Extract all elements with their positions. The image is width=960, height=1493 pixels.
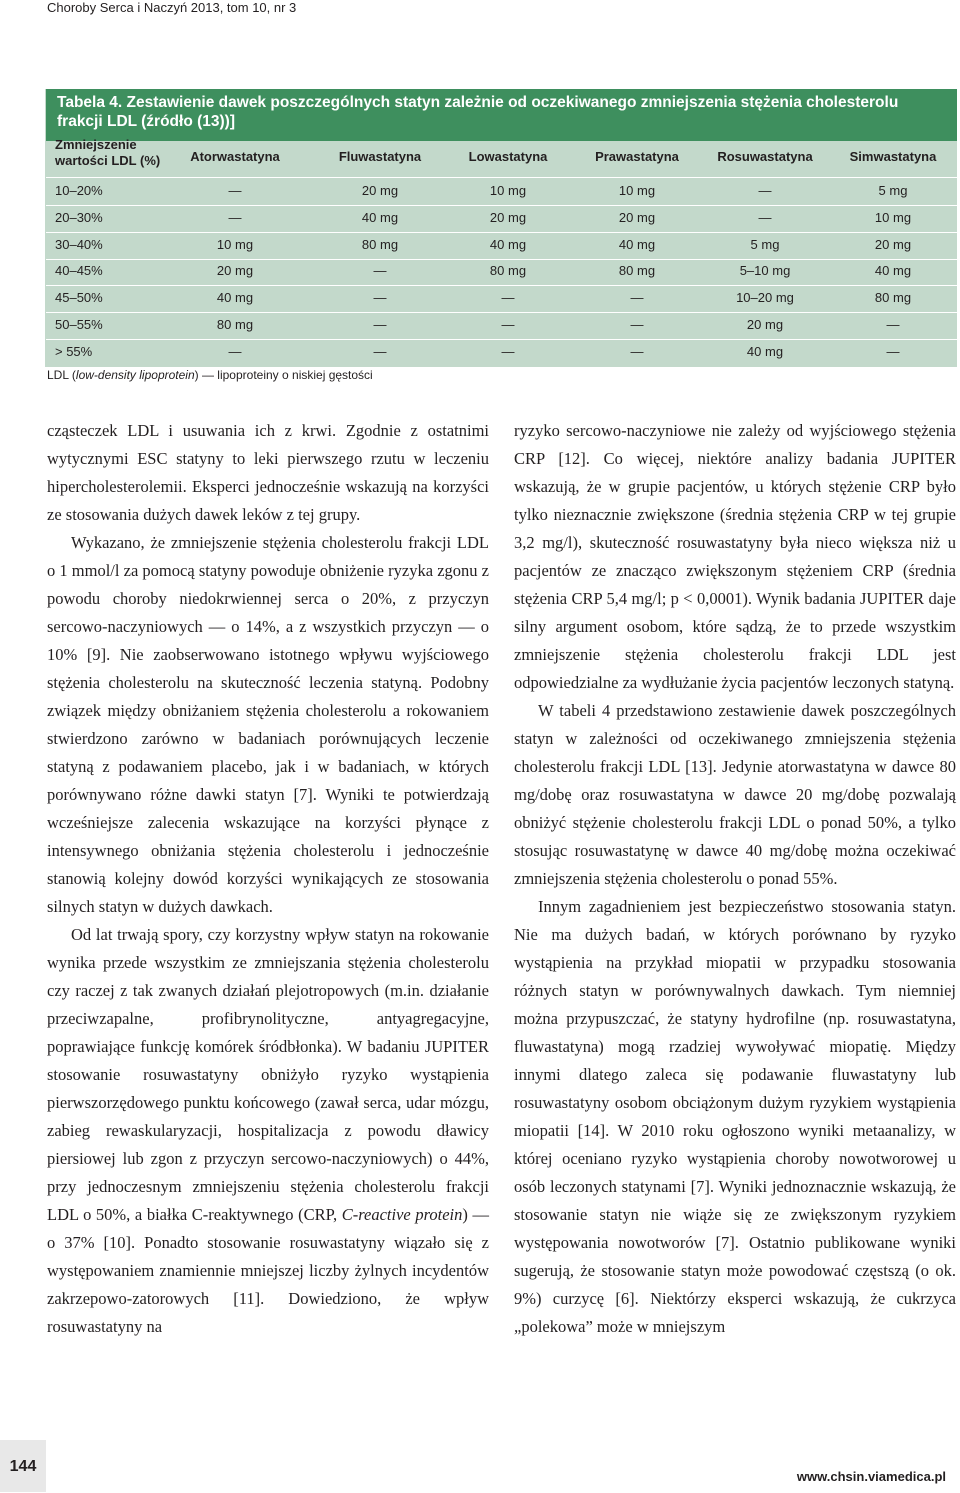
table-cell: 20 mg xyxy=(489,209,527,225)
table-cell: 20 mg xyxy=(618,209,656,225)
page-number: 144 xyxy=(9,1458,37,1475)
table-cell: 80 mg xyxy=(618,263,656,279)
table-title-bar xyxy=(46,89,957,141)
paragraph: Wykazano, że zmniejszenie stężenia cholesterolu frakcji LDL o 1 mmol/l za pomocą statyny powoduje obniżenie ryzyka zgonu z powodu choroby niedokrwiennej serca o 20%, z przyczyn sercowo-naczyniowych — o 14%, a z wszystkich przyczyn — o 10% [9]. Nie zaobserwowano istotnego wpływu wyjściowego stężenia cholesterolu na skuteczność leczenia statyną. Podobny związek między obniżaniem stężenia cholesterolu a rokowaniem stwierdzono zarówno w badaniach porównujących leczenie statyną z podawaniem placebo, jak i w badaniach, w których porównywano różne dawki statyn [7]. Wyniki te potwierdzają wcześniejsze zalecenia wskazujące na korzyści płynące z intensywnego obniżania stężenia cholesterolu i jednocześnie stanowią kolejny dowód korzyści wynikających ze stosowania silnych statyn w dużych dawkach. xyxy=(47,533,489,916)
table-cell: — xyxy=(758,209,772,225)
table-cell: — xyxy=(630,290,644,306)
table-cell: 40 mg xyxy=(216,290,254,306)
left-column xyxy=(47,417,489,1341)
table-cell-reduction: 50–55% xyxy=(55,317,103,332)
table-cell: — xyxy=(373,290,387,306)
table-cell: — xyxy=(630,317,644,332)
table-cell: 40 mg xyxy=(361,209,399,225)
table-cell-reduction: 20–30% xyxy=(55,209,103,225)
row-separator xyxy=(46,232,957,233)
table-cell: 40 mg xyxy=(489,236,527,252)
table-cell: — xyxy=(501,343,515,359)
header-ldl-reduction: Zmniejszenie wartości LDL (%) xyxy=(55,137,161,168)
header-fluwastatyna: Fluwastatyna xyxy=(338,149,422,164)
table-cell: 40 mg xyxy=(874,263,912,279)
table-cell-reduction: 30–40% xyxy=(55,236,103,252)
journal-header: Choroby Serca i Naczyń 2013, tom 10, nr 3 xyxy=(47,0,297,15)
table-cell: — xyxy=(501,290,515,306)
table-cell: 80 mg xyxy=(216,317,254,332)
paragraph: Innym zagadnieniem jest bezpieczeństwo stosowania statyn. Nie ma dużych badań, w których porównano by ryzyko wystąpienia na przykład miopatii w przypadku stosowania różnych statyn w porównywalnych dawkach. Tym niemniej można przypuszczać, że statyny hydrofilne (np. rosuwastatyna, fluwastatyna) mogą rzadziej wywoływać miopatię. Między innymi dlatego zaleca się podawanie fluwastatyny lub rosuwastatyny osobom obciążonym dużym ryzykiem wystąpienia miopatii [14]. W 2010 roku ogłoszono wyniki metaanalizy, w której oceniano ryzyko wystąpienia choroby nowotworowej u osób leczonych statynami [7]. Wyniki jednoznacznie wskazują, że stosowanie statyn nie wiąże się ze zwiększonym ryzykiem występowania nowotworów [7]. Ostatnio publikowane wyniki sugerują, że stosowanie statyn może powodować częstszą (o ok. 9%) curzycę [6]. Niektórzy eksperci wskazują, że cukrzyca „polekowa” może w mniejszym xyxy=(514,897,956,1336)
table-cell: — xyxy=(228,209,242,225)
table-cell: 10 mg xyxy=(618,183,656,198)
table-cell: — xyxy=(228,183,242,198)
header-atorwastatyna: Atorwastatyna xyxy=(190,149,280,164)
table-cell: 40 mg xyxy=(746,343,784,359)
table-title: Tabela 4. Zestawienie dawek poszczególnych statyn zależnie od oczekiwanego zmniejszenia stężenia cholesterolu frakcji LDL (źródło (13))] xyxy=(57,94,899,130)
paragraph: cząsteczek LDL i usuwania ich z krwi. Zgodnie z ostatnimi wytycznymi ESC statyny to leki pierwszego rzutu w leczeniu hipercholesterolemii. Eksperci jednocześnie wskazują na korzyści ze stosowania dużych dawek leków z tej grupy. xyxy=(47,421,489,524)
table-cell: 5–10 mg xyxy=(739,263,791,279)
table-cell: — xyxy=(228,343,242,359)
header-prawastatyna: Prawastatyna xyxy=(595,149,679,164)
header-simwastatyna: Simwastatyna xyxy=(849,149,937,164)
table-cell: 5 mg xyxy=(750,236,780,252)
row-separator xyxy=(46,205,957,206)
table-cell: 10–20 mg xyxy=(736,290,794,306)
table-cell: 20 mg xyxy=(746,317,784,332)
table-cell: 80 mg xyxy=(361,236,399,252)
table-cell: — xyxy=(373,317,387,332)
table-cell-reduction: 10–20% xyxy=(55,183,103,198)
table-cell: — xyxy=(886,343,900,359)
header-separator xyxy=(46,177,957,178)
table-cell: 10 mg xyxy=(216,236,254,252)
table-cell: — xyxy=(373,343,387,359)
table-cell: 20 mg xyxy=(874,236,912,252)
table-cell: — xyxy=(501,317,515,332)
table-cell-reduction: > 55% xyxy=(55,343,93,359)
row-separator xyxy=(46,339,957,340)
paragraph: Od lat trwają spory, czy korzystny wpływ statyn na rokowanie wynika przede wszystkim ze zmniejszania stężenia cholesterolu czy raczej z tak zwanych działań plejotropowych (m.in. działanie przeciwzapalne, profibrynolityczne, antyagregacyjne, poprawiające funkcję komórek śródbłonka). W badaniu JUPITER stosowanie rosuwastatyny obniżyło ryzyko wystąpienia pierwszorzędowego punktu końcowego (zawał serca, udar mózgu, zabieg rewaskularyzacji, hospitalizacja z powodu dławicy piersiowej lub zgon z przyczyn sercowo-naczyniowych) o 44%, przy jednoczesnym zmniejszeniu stężenia cholesterolu frakcji LDL o 50%, a białka C-reaktywnego (CRP, C-reactive protein) — o 37% [10]. Ponadto stosowanie rosuwastatyny wiązało się z występowaniem znamiennie mniejszej liczby żylnych incydentów zakrzepowo-zatorowych [11]. Dowiedziono, że wpływ rosuwastatyny na xyxy=(47,925,489,1336)
table-cell-reduction: 40–45% xyxy=(55,263,103,279)
paragraph: ryzyko sercowo-naczyniowe nie zależy od wyjściowego stężenia CRP [12]. Co więcej, niektóre analizy badania JUPITER wskazują, że w grupie pacjentów, u których stężenie CRP było tylko nieznacznie zwiększone (średnia stężenia CRP w tej grupie 3,2 mg/l), skuteczność rosuwastatyny była nieco większa niż u pacjentów ze znacząco zwiększonym stężeniem CRP (średnia stężenia CRP 5,4 mg/l; p < 0,0001). Wynik badania JUPITER daje silny argument osobom, które sądzą, że to przede wszystkim zmniejszenie stężenia cholesterolu frakcji LDL jest odpowiedzialne za wydłużanie życia pacjentów leczonych statyną. xyxy=(514,421,956,692)
table-cell: — xyxy=(758,183,772,198)
right-column xyxy=(514,417,956,1341)
row-separator xyxy=(46,312,957,313)
paragraph: W tabeli 4 przedstawiono zestawienie dawek poszczególnych statyn w zależności od oczekiwanego zmniejszenia stężenia cholesterolu frakcji LDL [13]. Jedynie atorwastatyna w dawce 80 mg/dobę oraz rosuwastatyna w dawce 20 mg/dobę pozwalają obniżyć stężenie cholesterolu frakcji LDL o ponad 50%, a tylko stosując rosuwastatynę w dawce 40 mg/dobę można oczekiwać zmniejszenia stężenia cholesterolu o ponad 55%. xyxy=(514,701,956,888)
table-cell-reduction: 45–50% xyxy=(55,290,103,306)
table-cell: 80 mg xyxy=(874,290,912,306)
header-lowastatyna: Lowastatyna xyxy=(468,149,548,164)
table-cell: 10 mg xyxy=(489,183,527,198)
row-separator xyxy=(46,285,957,286)
header-rosuwastatyna: Rosuwastatyna xyxy=(717,149,813,164)
table-cell: 20 mg xyxy=(216,263,254,279)
table-cell: 5 mg xyxy=(878,183,908,198)
table-cell: 20 mg xyxy=(361,183,399,198)
row-separator xyxy=(46,259,957,260)
website: www.chsin.viamedica.pl xyxy=(796,1469,946,1484)
table-cell: — xyxy=(373,263,387,279)
table-cell: 80 mg xyxy=(489,263,527,279)
table-footnote: LDL (low-density lipoprotein) — lipoproteiny o niskiej gęstości xyxy=(47,368,373,382)
table-cell: — xyxy=(886,317,900,332)
table-cell: — xyxy=(630,343,644,359)
table-cell: 10 mg xyxy=(874,209,912,225)
table-cell: 40 mg xyxy=(618,236,656,252)
